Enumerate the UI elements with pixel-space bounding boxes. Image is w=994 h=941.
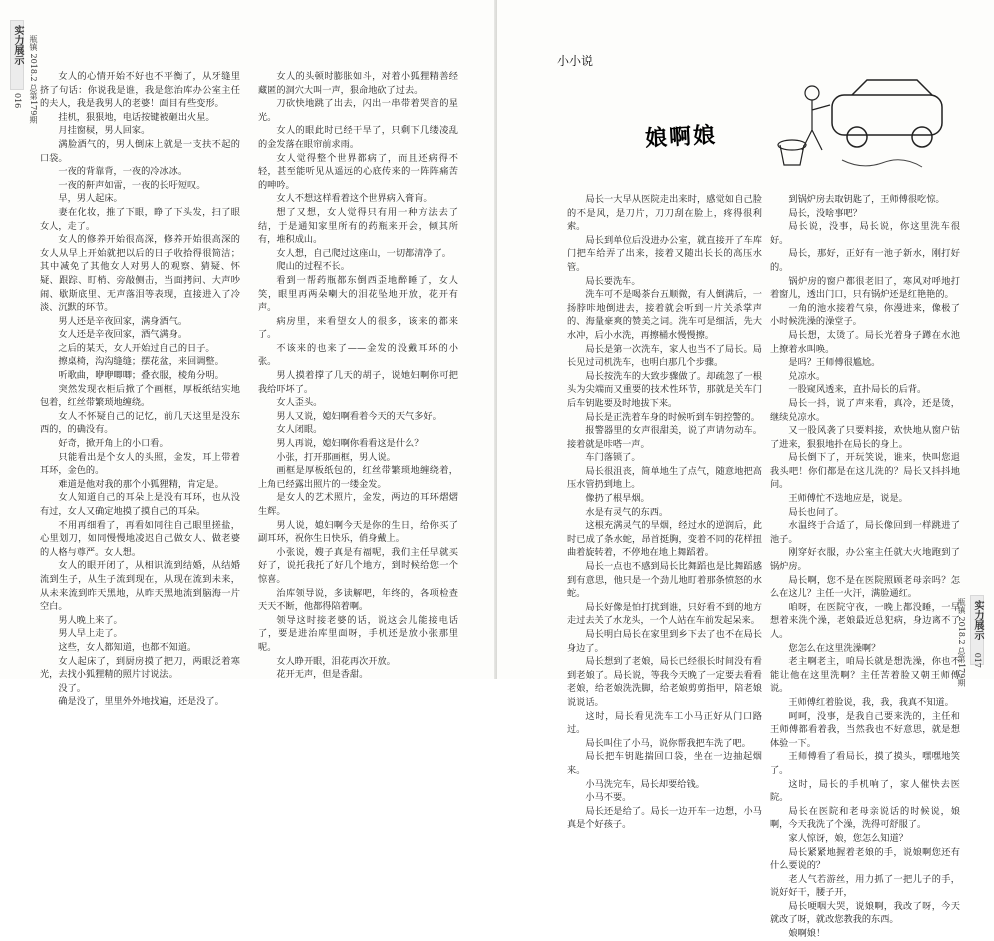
- paragraph: 局长在医院和老母亲说话的时候说，娘啊，今天我洗了个澡，洗得可舒服了。: [770, 805, 960, 831]
- paragraph: 想了又想，女人觉得只有用一种方法去了结，于是通知家里所有的药瓶来开会，倾其所有，堆积成山。: [258, 206, 458, 246]
- paragraph: 刀砍快地跳了出去，闪出一串带着哭音的星光。: [258, 98, 458, 123]
- paragraph: 局长啊，您不是在医院照顾老母亲吗？怎么在这儿？主任一火汗，满脸通红。: [770, 574, 960, 600]
- paragraph: 好奇，掀开角上的小口看。: [58, 438, 169, 450]
- paragraph: 小马不要。: [585, 792, 632, 804]
- paragraph: 局长哽咽大哭，说娘啊，我改了呀，今天就改了呀，就改您教我的东西。: [770, 900, 960, 926]
- paragraph: 到锅炉房去取钥匙了，王师傅很吃惊。: [788, 194, 945, 205]
- paragraph: 男人晚上来了。: [58, 614, 123, 626]
- paragraph: 局长，没啥事吧？: [788, 207, 862, 219]
- paragraph: 局长把车钥匙揣回口袋，坐在一边抽起烟来。: [567, 751, 762, 776]
- paragraph: 局长倒下了，开玩笑说，谁来，快叫您退我头吧！你们都是在这儿洗的？局长又抖抖地问。: [770, 452, 960, 491]
- paragraph: 女人觉得整个世界都病了，而且还病得不轻，甚至能听见从遥远的心底传来的一阵阵痛苦的呻吟。: [258, 152, 458, 191]
- paragraph: 一夜的鼾声如雷，一夜的长吁短叹。: [58, 179, 206, 191]
- paragraph: 锅炉房的窗户都很老旧了，寒风对呼地打着窗儿，透出门口，只有锅炉还是红艳艳的。: [770, 275, 960, 301]
- right-column-1: [567, 193, 762, 831]
- paragraph: 女人的眼此时已经干旱了，只剩下几缕凌乱的金发落在眼帘前求雨。: [258, 125, 458, 150]
- paragraph: 女人歪头。: [276, 397, 323, 409]
- paragraph: 只能看出是个女人的头照，金发，耳上带着耳环，金色的。: [40, 451, 240, 477]
- paragraph: 像扔了根旱烟。: [585, 493, 650, 505]
- paragraph: 这根充满灵气的旱烟，经过水的逆润后，此时已成了条水蛇，昂首挺胸，变着不同的花样扭曲着旋转着，不停地在地上舞蹈着。: [567, 520, 762, 559]
- paragraph: 挂机，狠狠地，电话按键被砸出火星。: [58, 111, 215, 123]
- paragraph: 洗车可不是喝茶台五顺微，有人倒满后，一扬脖咔地倒进去，接着就会听到一片关杀掌声的、海量豪爽的赞美之词。洗车可是细活，先大水冲，后小水洗，再擦桶水慢慢擦。: [567, 289, 762, 341]
- paragraph: 擦桌椅，沟沟缝缝；摆花盆，来回调整。: [58, 356, 224, 368]
- paragraph: 小张，打开那画框，男人说。: [276, 451, 396, 463]
- paragraph: 家人惊讶，娘，您怎么知道？: [788, 832, 908, 844]
- section-label: 小小说: [557, 54, 594, 68]
- paragraph: 早，男人起床。: [58, 193, 123, 205]
- paragraph: 局长一点也不感到局长比舞蹈也是比舞蹈感到有意思，他只是一个劲儿地盯着那条愤怒的水蛇。: [567, 561, 762, 600]
- paragraph: 女人还是辛夜回家，酒气满身。: [58, 329, 188, 341]
- paragraph: 局长按洗车的大致步骤做了。却疏忽了一根头为尖端而又重要的技术性环节，那就是关车门后车钥匙要及时地拔下来。: [567, 370, 762, 409]
- paragraph: 局长好像是怕打扰到谁，只好看不到的地方走过去关了水龙头，一个人站在车前发起呆来。: [567, 601, 762, 627]
- paragraph: 治库领导说，多读解吧，年终的，各项检查天天不断，他都得陪着啊。: [258, 587, 458, 613]
- right-tab-page-number: 017: [973, 652, 982, 668]
- paragraph: 局长说，没事，局长说，你这里洗车很好。: [770, 221, 960, 246]
- paragraph: 王师傅忙不迭地应是，说是。: [788, 493, 908, 505]
- paragraph: 领导这时接老婆的话，说这会儿能接电话了，要是进治库里面呀，手机还是放小张那里呢。: [258, 614, 458, 653]
- paragraph: 咱呀，在医院守夜，一晚上都没睡，一早想着来洗个澡，老娘最近总犯病，身边离不了人。: [770, 601, 960, 640]
- left-column-2: [258, 70, 458, 681]
- paragraph: 女人的头顿时膨胀如斗，对着小狐狸精善经藏匿的洞穴大叫一声，狠命地砍了过去。: [258, 71, 458, 96]
- paragraph: 男人又说，媳妇啊看着今天的天气多好。: [276, 410, 442, 422]
- right-column-2: [770, 193, 960, 940]
- left-journal-meta: 瓶镇 2018.2 总第179期: [29, 35, 38, 124]
- paragraph: 您怎么在这里洗澡啊？: [788, 642, 881, 654]
- paragraph: 女人起床了，到厨房摸了把刀，两眼泛着寒光，去找小狐狸精的照片讨说法。: [40, 655, 240, 681]
- paragraph: 一夜的背靠背，一夜的冷冰冰。: [58, 166, 188, 178]
- paragraph: 刚穿好衣服，办公室主任就大火地跑到了锅炉房。: [770, 547, 960, 573]
- paragraph: 女人睁开眼，泪花再次开放。: [276, 655, 396, 667]
- paragraph: 这时，局长看见洗车工小马正好从门口路过。: [567, 710, 762, 736]
- paragraph: 男人早上走了。: [58, 628, 123, 640]
- paragraph: 局长要洗车。: [585, 275, 641, 287]
- paragraph: 女人不想这样看着这个世界病入膏肓。: [276, 193, 433, 205]
- paragraph: 王师傅红着脸说，我，我，我真不知道。: [788, 696, 954, 708]
- paragraph: 老主啊老主，咱局长就是想洗澡，你也不能让他在这里洗啊？主任苦着脸又朝王师傅说。: [770, 656, 960, 695]
- paragraph: 娘啊娘！: [788, 928, 826, 940]
- paragraph: 一角的池水接着气泉，你漫进来，像极了小时候洗澡的澡堂子。: [770, 302, 960, 328]
- paragraph: 局长一大早从医院走出来时，感觉如自己脸的不是风，是刀片，刀刀刮在脸上，疼得很利索。: [567, 194, 762, 233]
- paragraph: 没了。: [58, 682, 86, 694]
- paragraph: 女人的修养开始很高深，修养开始很高深的女人从早上开始就把以后的日子收拾得很简洁；其中减免了其他女人对男人的观察、猜疑、怀疑、跟踪、盯梢、旁敲侧击，当面拷问、大声吵闹、歇斯底里、无声落泪等表现，直接进入了冷淡、沉默的环节。: [40, 234, 240, 314]
- paragraph: 小张说，嫂子真是有福呢，我们主任早就买好了，说托我托了好几个地方，到时候给您一个惊喜。: [258, 546, 458, 585]
- right-journal-meta: 瓶镇 2018.2 总第179期: [957, 598, 966, 687]
- left-tab-title: 实力展示: [12, 25, 23, 65]
- paragraph: 花开无声，但是香甜。: [276, 669, 369, 681]
- paragraph: 男人再说，媳妇啊你看看这是什么？: [276, 438, 424, 450]
- paragraph: 确是没了，里里外外地找遍，还是没了。: [58, 696, 224, 708]
- paragraph: 局长是第一次洗车，家人也当不了局长。局长见过司机洗车，也明白那几个步骤。: [567, 343, 762, 369]
- paragraph: 男人摸着撑了几天的胡子，说她妇啊你可把我给吓坏了。: [258, 370, 458, 395]
- paragraph: 水温终于合适了，局长像回到一样跳进了池子。: [770, 520, 960, 545]
- paragraph: 局长明白局长在家里到乡下去了也不在局长身边了。: [567, 629, 762, 654]
- paragraph: 男人还是辛夜回家，满身酒气。: [58, 315, 188, 327]
- paragraph: 局长还是给了。局长一边开车一边想，小马真是个好孩子。: [567, 805, 762, 831]
- paragraph: 看到一帮药瓶都东倒西歪地醉睡了，女人笑，眼里再两朵喇大的泪花坠地开放，花开有声。: [258, 274, 458, 314]
- paragraph: 不用再细看了，再看如同往自己眼里搓盐，心里划刀，如同慢慢地凌迟自己做女人、做老婆的人格与尊严。女人想。: [40, 519, 240, 558]
- paragraph: 局长也问了。: [788, 506, 844, 518]
- paragraph: 这些，女人都知道，也都不知道。: [58, 641, 197, 653]
- paragraph: 女人想，自己爬过这座山，一切都清净了。: [276, 247, 451, 259]
- cartoon-illustration-car-washing: [772, 75, 962, 185]
- paragraph: 局长紧紧地握着老娘的手，说娘啊您还有什么要说的？: [770, 846, 960, 872]
- left-side-tab: [10, 20, 24, 90]
- paragraph: 难道是他对我的那个小狐狸精，肯定是。: [58, 478, 224, 490]
- paragraph: 车门落锁了。: [585, 452, 641, 464]
- paragraph: 听歌曲，咿咿唧唧；叠衣服，棱角分明。: [58, 370, 224, 382]
- right-tab-title: 实力展示: [972, 600, 983, 640]
- right-page: [497, 0, 994, 940]
- paragraph: 王师傅看了看局长，摸了摸头，嘿嘿地笑了。: [770, 751, 960, 776]
- paragraph: 之后的某天，女人开始过自己的日子。: [58, 342, 215, 354]
- paragraph: 局长叫住了小马，说你帮我把车洗了吧。: [585, 737, 751, 749]
- paragraph: 妻在化妆，推了下眼，睁了下头发，扫了眼女人，走了。: [40, 206, 240, 232]
- paragraph: 爬山的过程不长。: [276, 261, 350, 273]
- paragraph: 是吗？王师傅很尴尬。: [788, 357, 881, 369]
- paragraph: 一股窥风透来，直扑局长的后背。: [788, 384, 927, 396]
- paragraph: 女人闭眼。: [276, 424, 323, 436]
- paragraph: 这时，局长的手机响了，家人催快去医院。: [770, 778, 960, 804]
- paragraph: 又一股风袭了只要料接，欢快地从窗户钻了进来，狠狠地扑在局长的身上。: [770, 425, 960, 450]
- paragraph: 局长想，太烫了。局长光着身子蹲在水池上撩着水叫唤。: [770, 329, 960, 355]
- paragraph: 局长到单位后没进办公室，就直接开了车库门把车给弄了出来，接着又随出长长的高压水管。: [567, 234, 762, 273]
- paragraph: 兑凉水。: [788, 370, 826, 382]
- paragraph: 月挂窗棂，男人回家。: [58, 125, 151, 137]
- paragraph: 报警器里的女声很甜美，说了声请勿动车。接着就是咔嗒一声。: [567, 425, 762, 450]
- left-page: [0, 0, 497, 708]
- paragraph: 女人知道自己的耳朵上是没有耳环，也从没有过，女人又确定地摸了摸自己的耳朵。: [40, 492, 240, 517]
- paragraph: 小马洗完车，局长却要给钱。: [585, 778, 705, 790]
- paragraph: 水是有灵气的东西。: [585, 506, 669, 518]
- paragraph: 女人不怀疑自己的记忆，前几天这里是没东西的，的确没有。: [40, 410, 240, 436]
- paragraph: 局长是正洗着车身的时候听到车钥控警的。: [585, 411, 760, 423]
- paragraph: 老人气若游丝，用力抓了一把儿子的手，说好好干，腰子开，: [770, 873, 960, 899]
- paragraph: 病房里，来看望女人的很多，该来的都来了。: [258, 315, 458, 341]
- paragraph: 女人的心情开始不好也不平衡了，从牙缝里挤了句话：你说我是谁，我是您治库办公室主任的夫人，我是我男人的老婆！面目有些变形。: [40, 71, 240, 110]
- left-column-1: [40, 70, 240, 708]
- paragraph: 不该来的也来了——金发的没戴耳环的小张。: [258, 342, 458, 368]
- paragraph: 是女人的艺术照片，金发，两边的耳环熠熠生辉。: [258, 492, 458, 517]
- paragraph: 画框是厚板纸包的，红丝带繁琐地缠绕着，上角已经露出照片的一缕金发。: [258, 465, 458, 490]
- paragraph: 呵呵，没事，是我自己要来洗的，主任和王师傅都看着我，当然我也不好意思，就是想体验一下。: [770, 710, 960, 749]
- paragraph: 局长很沮丧，简单地生了点气，随意地把高压水管扔到地上。: [567, 465, 762, 491]
- paragraph: 满脸酒气的，男人倒床上就是一支扶不起的口袋。: [40, 138, 240, 164]
- paragraph: 局长一抖，说了声来看，真冷，还是烫，继续兑凉水。: [770, 397, 960, 423]
- left-tab-page-number: 016: [13, 93, 22, 109]
- paragraph: 男人说，媳妇啊今天是你的生日，给你买了副耳环，祝你生日快乐，俏身戴上。: [258, 519, 458, 545]
- paragraph: 女人的眼开闭了，从相识流到结婚，从结婚流到生子，从生子流到现在，从现在流到未来，从未来流到昨天黑地，从昨天黑地流到脑海一片空白。: [40, 560, 240, 613]
- paragraph: 局长想到了老娘，局长已经很长时间没有看到老娘了。局长说，等我今天晚了一定要去看看老娘，给老娘洗洗脚，给老娘剪剪指甲，陪老娘说说话。: [567, 656, 762, 708]
- story-title: 娘啊娘: [644, 123, 718, 152]
- paragraph: 局长，那好，正好有一池子新水，刚打好的。: [770, 248, 960, 273]
- paragraph: 突然发现衣柜后掀了个画框，厚板纸结实地包着，红丝带繁琐地缠绕。: [40, 383, 240, 409]
